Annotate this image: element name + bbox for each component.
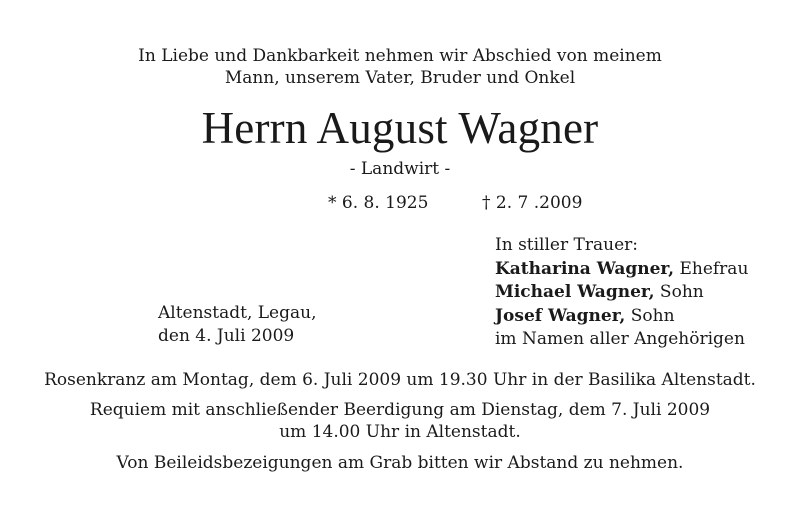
mourner-name: Michael Wagner, — [495, 282, 655, 302]
birth-date: * 6. 8. 1925 — [328, 193, 429, 213]
requiem-line-1: Requiem mit anschließender Beerdigung am Dienstag, dem 7. Juli 2009 — [89, 400, 711, 420]
deceased-name: Herrn August Wagner — [201, 103, 599, 153]
mourners-block — [495, 234, 748, 352]
intro-line-2: Mann, unserem Vater, Bruder und Onkel — [224, 68, 576, 88]
mourners-heading: In stiller Trauer: — [495, 235, 638, 255]
deceased-profession: - Landwirt - — [349, 159, 451, 179]
mourner-name: Josef Wagner, — [495, 305, 626, 326]
death-date: † 2. 7 .2009 — [482, 193, 583, 213]
mourners-closing: im Namen aller Angehörigen — [495, 329, 745, 349]
requiem-line-2: um 14.00 Uhr in Altenstadt. — [279, 422, 521, 442]
mourner-entry — [495, 258, 748, 282]
condolence-request: Von Beileidsbezeigungen am Grab bitten wir Abstand zu nehmen. — [116, 453, 684, 473]
place-date — [158, 302, 317, 348]
mourner-relation: Ehefrau — [674, 258, 749, 279]
intro-line-1: In Liebe und Dankbarkeit nehmen wir Abschied von meinem — [138, 46, 662, 66]
letter-date: den 4. Juli 2009 — [158, 326, 295, 346]
mourner-relation: Sohn — [654, 282, 704, 302]
mourner-entry — [495, 281, 748, 305]
rosary-announcement: Rosenkranz am Montag, dem 6. Juli 2009 um 19.30 Uhr in der Basilika Altenstadt. — [44, 370, 756, 390]
place: Altenstadt, Legau, — [158, 303, 317, 323]
mourner-entry — [495, 305, 748, 329]
mourner-name: Katharina Wagner, — [495, 258, 675, 279]
mourner-relation: Sohn — [625, 305, 675, 326]
